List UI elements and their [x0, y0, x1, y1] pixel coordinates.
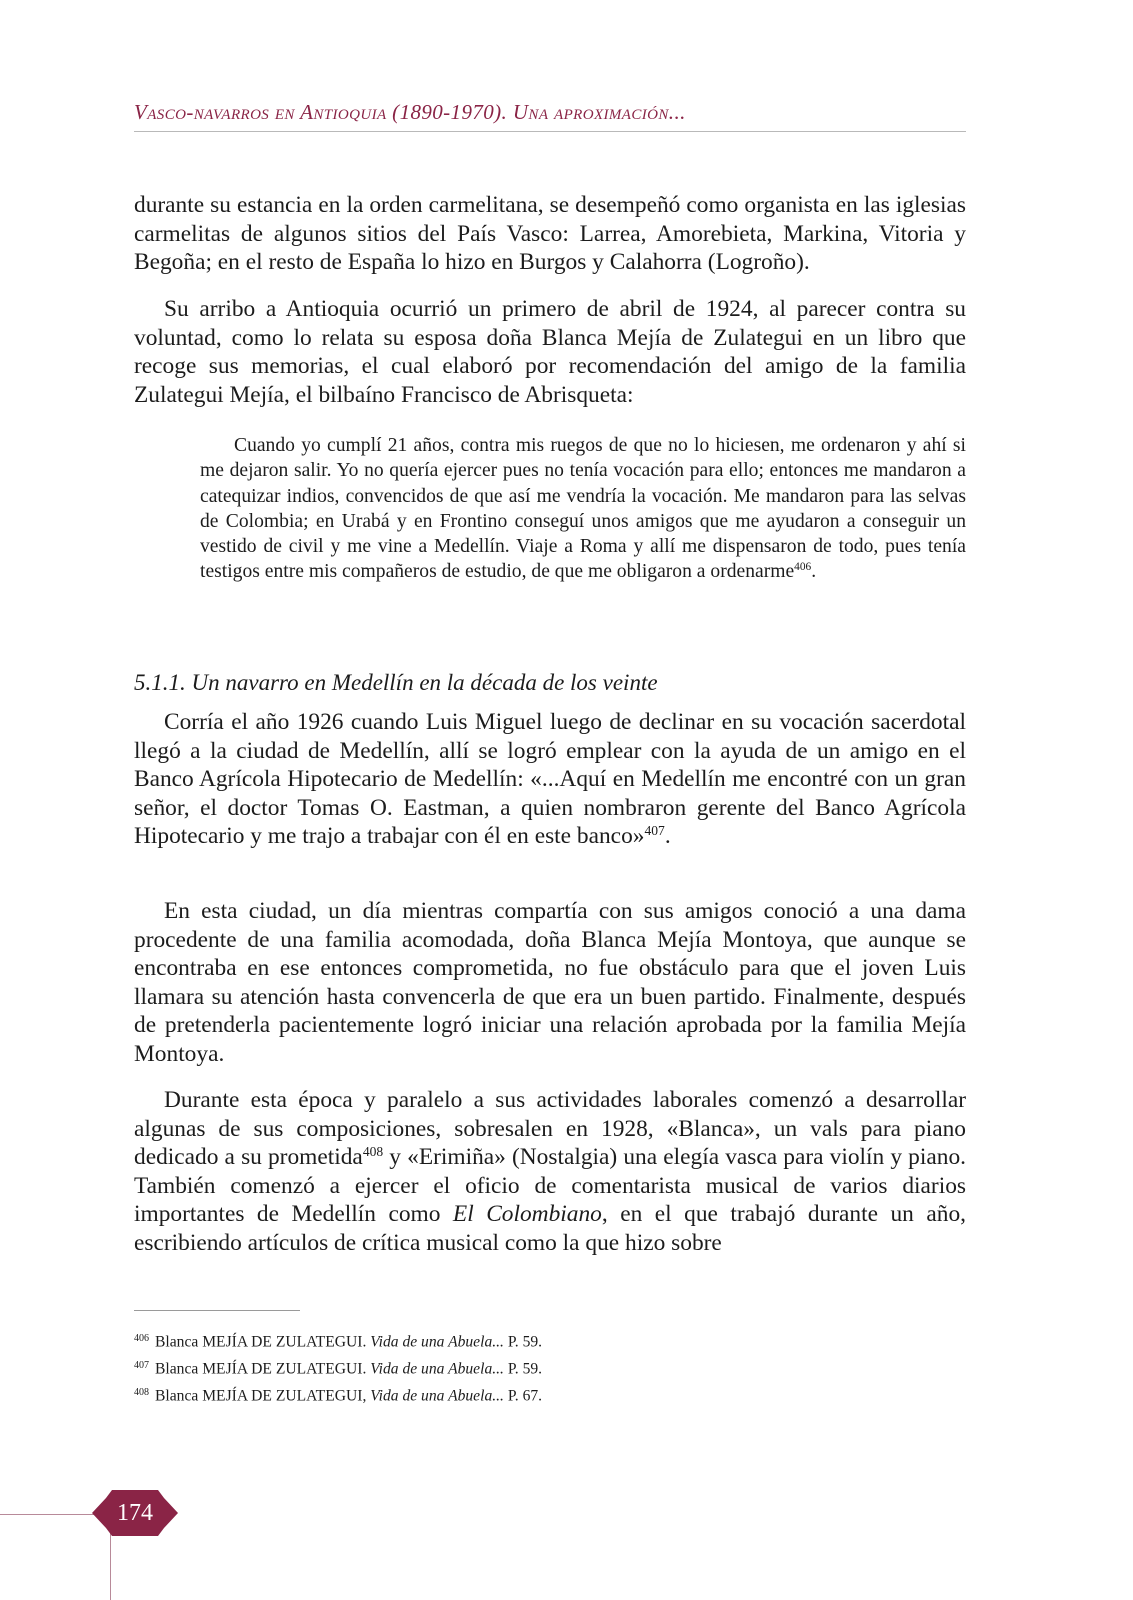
paragraph-3 [134, 708, 966, 851]
running-header: Vasco-navarros en Antioquia (1890-1970). Una aproximación... [134, 100, 686, 124]
footnote-title: Vida de una Abuela... [370, 1333, 504, 1351]
footnote-author: Blanca MEJÍA DE ZULATEGUI. [155, 1360, 367, 1378]
paragraph-compositions [134, 1086, 966, 1258]
block-quote [200, 433, 966, 585]
footnote-number: 407 [134, 1360, 149, 1371]
footnote-author: Blanca MEJÍA DE ZULATEGUI, [155, 1387, 367, 1405]
footnote-page: P. 59. [507, 1360, 543, 1378]
footnote-number: 406 [134, 1333, 149, 1344]
footnote-title: Vida de una Abuela... [370, 1360, 504, 1378]
footnote-rule [134, 1310, 300, 1311]
footnote-ref-406: 406 [794, 561, 812, 574]
section-heading: 5.1.1. Un navarro en Medellín en la década de los veinte [134, 670, 658, 695]
paragraph-continuation [134, 191, 966, 277]
paragraph-5-part-a: Durante esta época y paralelo a sus actividades laborales comenzó a desarrollar algunas de sus composiciones, sobresalen en 1928, «Blanca», un vals para piano dedicado a su prometida [134, 1087, 966, 1171]
footnote-author: Blanca MEJÍA DE ZULATEGUI. [155, 1333, 367, 1351]
footnote-page: P. 67. [507, 1387, 543, 1405]
footnote-407 [134, 1354, 966, 1381]
quote-text: Cuando yo cumplí 21 años, contra mis ruegos de que no lo hiciesen, me ordenaron y ahí si me dejaron salir. Yo no quería ejercer pues no tenía vocación para ello; entonces me mandaron a catequizar indios, convencidos de que así me vendría la vocación. Me mandaron para las selvas de Colombia; en Urabá y en Frontino conseguí unos amigos que me ayudaron a conseguir un vestido de civil y me vine a Medellín. Viaje a Roma y allí me dispensaron de todo, pues tenía testigos entre mis compañeros de estudio, de que me obligaron a ordenarme [200, 435, 966, 583]
page-number: 174 [117, 1500, 153, 1526]
footnote-title: Vida de una Abuela... [370, 1387, 504, 1405]
paragraph-4: En esta ciudad, un día mientras compartía con sus amigos conoció a una dama procedente de una familia acomodada, doña Blanca Mejía Montoya, que aunque se encontraba en ese entonces comprometida, no fue obstáculo para que el joven Luis llamara su atención hasta convencerla de que era un buen partido. Finalmente, después de pretenderla pacientemente logró iniciar una relación aprobada por la familia Mejía Montoya. [134, 898, 966, 1067]
paragraph-3-end: . [664, 823, 671, 850]
paragraph-5 [134, 1086, 966, 1258]
footnote-ref-407: 407 [644, 823, 665, 839]
paragraph-medellin [134, 708, 966, 851]
footnotes [134, 1327, 966, 1408]
quote-end: . [811, 561, 817, 583]
footnote-page: P. 59. [507, 1333, 543, 1351]
footnote-number: 408 [134, 1387, 149, 1398]
footnote-408 [134, 1381, 966, 1408]
paragraph-blanca [134, 897, 966, 1069]
paragraph-5-part-c: , en el que trabajó durante un año, escribiendo artículos de crítica musical como la que hizo sobre [134, 1201, 966, 1256]
footnote-ref-408: 408 [362, 1144, 384, 1160]
footnote-406 [134, 1327, 966, 1354]
newspaper-title: El Colombiano [452, 1201, 602, 1228]
paragraph-1: durante su estancia en la orden carmelitana, se desempeñó como organista en las iglesias carmelitas de algunos sitios del País Vasco: Larrea, Amorebieta, Markina, Vitoria y Begoña; en el resto de España lo hizo en Burgos y Calahorra (Logroño). [134, 192, 966, 276]
paragraph-3-text: Corría el año 1926 cuando Luis Miguel luego de declinar en su vocación sacerdotal llegó a la ciudad de Medellín, allí se logró emplear con la ayuda de un amigo en el Banco Agrícola Hipotecario de Medellín: «...Aquí en Medellín me encontré con un gran señor, el doctor Tomas O. Eastman, a quien nombraron gerente del Banco Agrícola Hipotecario y me trajo a trabajar con él en este banco» [134, 709, 966, 850]
paragraph-arrival [134, 295, 966, 409]
paragraph-5-part-b: y «Erimiña» (Nostalgia) una elegía vasca para violín y piano. También comenzó a ejercer el oficio de comentarista musical de varios diarios importantes de Medellín como [134, 1144, 966, 1228]
header-rule [134, 131, 966, 132]
paragraph-2: Su arribo a Antioquia ocurrió un primero de abril de 1924, al parecer contra su voluntad, como lo relata su esposa doña Blanca Mejía de Zulategui en un libro que recoge sus memorias, el cual elaboró por recomendación del amigo de la familia Zulategui Mejía, el bilbaíno Francisco de Abrisqueta: [134, 296, 966, 408]
